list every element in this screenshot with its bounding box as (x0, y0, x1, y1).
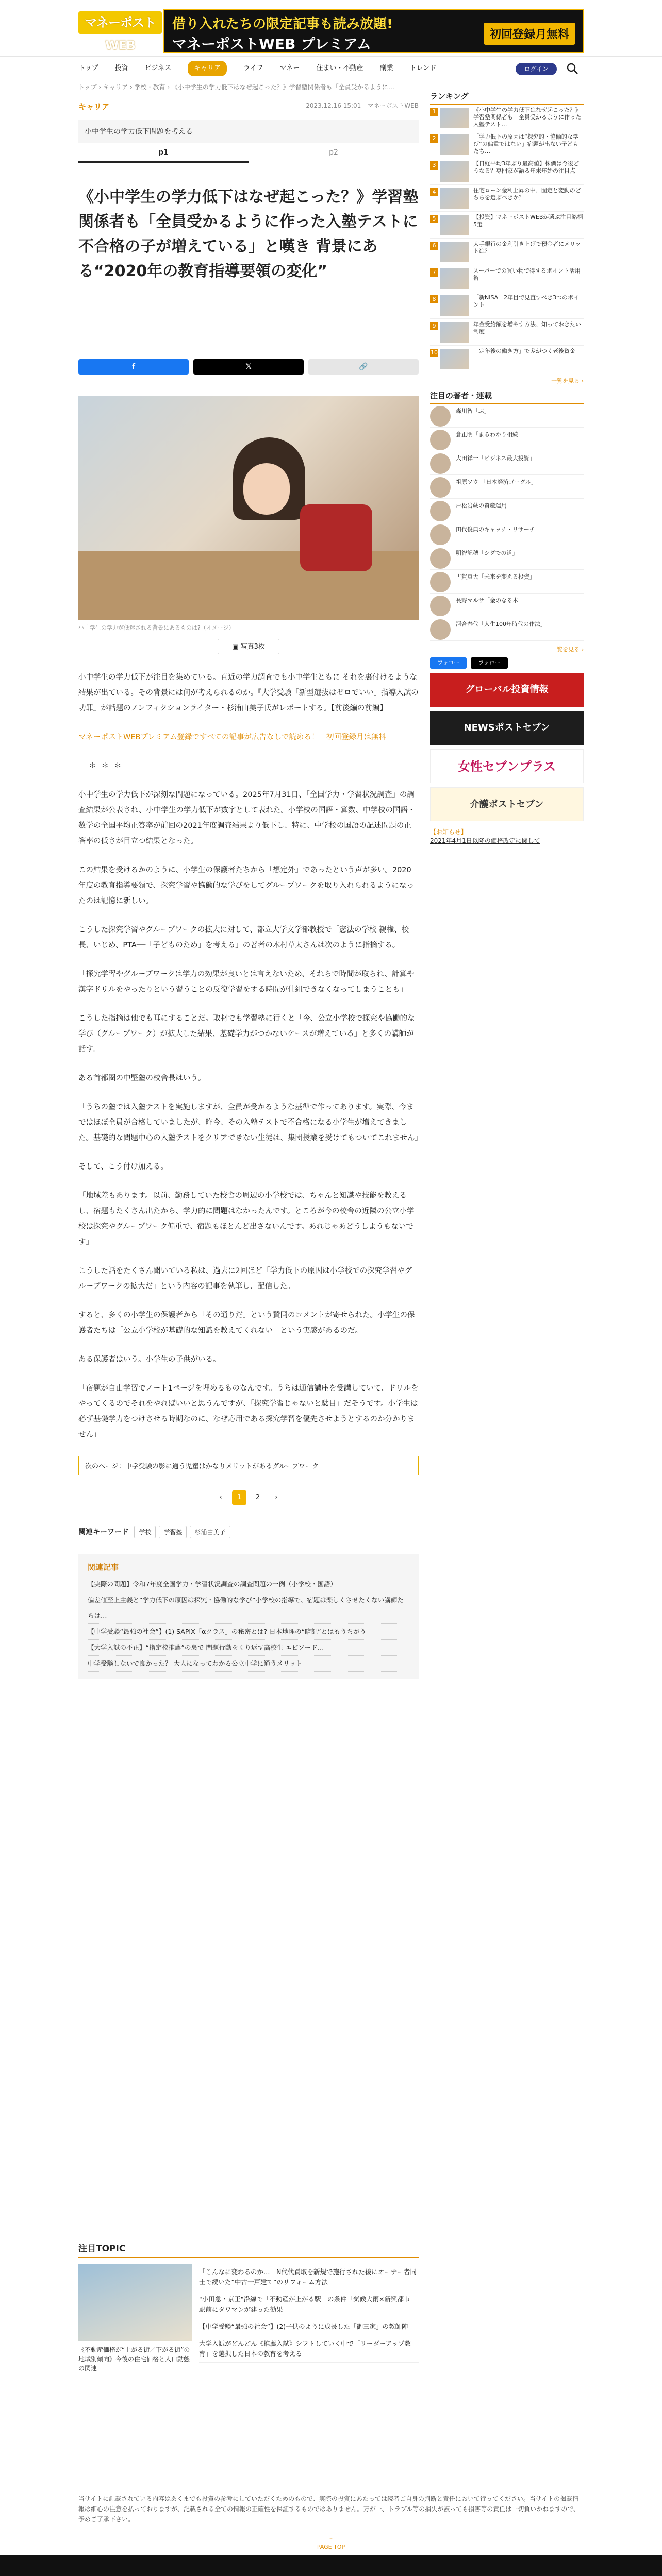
author-name: 明智記穂「シダでの道」 (456, 550, 518, 556)
article-category[interactable]: キャリア (78, 102, 110, 111)
ranking-title: スーパーでの買い物で得するポイント活用術 (473, 267, 581, 281)
ranking-title: 住宅ローン金利上昇の中、固定と変動のどちらを選ぶべきか？ (473, 187, 581, 201)
related-item[interactable]: 【実際の問題】令和7年度全国学力・学習状況調査の調査問題の一例（小学校・国語） (88, 1577, 409, 1592)
topic-item[interactable]: 大学入試がどんどん《推薦入試》シフトしていく中で「リーダーアップ教育」を選択した日本の教育を考える (199, 2335, 419, 2363)
authors-list (430, 404, 584, 641)
global-nav (78, 61, 584, 76)
rank-number: 1 (430, 108, 438, 116)
ranking-title: 【日経平均3年ぶり最高値】株価は今後どうなる？専門家が語る年末年始の注目点 (473, 160, 579, 174)
ranking-thumb (440, 188, 469, 209)
share-buttons (78, 359, 419, 375)
keyword-tag[interactable]: 杉浦由美子 (190, 1526, 230, 1538)
author-name: 河合春代「人生100年時代の作法」 (456, 621, 546, 628)
x-follow-button[interactable]: フォロー (471, 657, 507, 669)
x-share-button[interactable] (193, 359, 304, 375)
ranking-label: ランキング (430, 91, 584, 105)
link-icon: 🔗 (359, 363, 368, 371)
topic-caption[interactable]: 《不動産価格が“上がる街／下がる街”の地域別傾向》今後の住宅価格と人口動態の関連 (78, 2346, 190, 2372)
nav-item-active[interactable]: キャリア (188, 61, 227, 76)
ranking-item[interactable] (430, 319, 584, 346)
author-name: 古賀真大「未来を変える投資」 (456, 573, 535, 580)
site-header (0, 0, 662, 57)
search-icon[interactable] (566, 62, 578, 75)
author-item[interactable] (430, 594, 584, 617)
author-avatar (430, 596, 451, 616)
author-avatar (430, 453, 451, 474)
article-meta (306, 101, 419, 110)
breadcrumb[interactable]: トップ › キャリア › 学校・教育 › 《小中学生の学力低下はなぜ起こった？》学習塾関係者も「全員受かるように… (78, 83, 394, 91)
news-box (430, 827, 584, 845)
nav-item[interactable]: 投資 (114, 64, 128, 72)
related-item[interactable]: 偏差値至上主義と“学力低下の原因は探究・協働的な学び”小学校の指導で、宿題は楽しくさせたくない講師たちは… (88, 1592, 409, 1624)
x-icon: 𝕏 (245, 363, 252, 371)
ranking-item[interactable] (430, 265, 584, 292)
article (78, 101, 422, 1679)
ranking-item[interactable] (430, 158, 584, 185)
body-paragraph: ある保護者はいう。小学生の子供がいる。 (78, 1355, 221, 1364)
ranking-thumb (440, 322, 469, 343)
author-name: 大田祥一「ビジネス最大投資」 (456, 455, 535, 462)
ranking-item[interactable] (430, 239, 584, 265)
related-item[interactable]: 中学受験しないで良かった？ 大人になってわかる公立中学に通うメリット (88, 1656, 409, 1672)
author-avatar (430, 548, 451, 569)
photo-count: 写真3枚 (240, 643, 265, 651)
article-subtitle: 小中学生の学力低下問題を考える (78, 120, 419, 143)
author-avatar (430, 619, 451, 640)
ranking-more-link[interactable]: 一覧を見る › (551, 378, 584, 384)
site-logo[interactable]: マネーポストWEB (78, 11, 162, 34)
ranking-title: 《小中学生の学力低下はなぜ起こった？》学習塾関係者も「全員受かるように作った入塾テスト… (473, 107, 581, 128)
ranking-item[interactable] (430, 292, 584, 319)
keyword-tag[interactable]: 学習塾 (159, 1526, 187, 1538)
nav-item[interactable]: ライフ (243, 64, 263, 72)
photo-randoseru (300, 504, 372, 571)
related-keywords (78, 1526, 419, 1544)
topic-label: 注目TOPIC (78, 2241, 419, 2258)
keyword-tag[interactable]: 学校 (134, 1526, 156, 1538)
ranking-item[interactable] (430, 212, 584, 239)
authors-more-link[interactable]: 一覧を見る › (551, 646, 584, 653)
rank-number: 10 (431, 349, 438, 356)
author-item[interactable] (430, 499, 584, 522)
author-item[interactable] (430, 546, 584, 570)
topic-item[interactable]: "小田急・京王"沿線で「不動産が上がる駅」の条件「気候大雨×新興都市」 駅前にタワマンが建った効果 (199, 2291, 419, 2318)
ad-banner[interactable]: 女性セブンプラス (430, 749, 584, 783)
author-avatar (430, 430, 451, 450)
page-top-link[interactable] (0, 2537, 662, 2550)
author-item[interactable] (430, 428, 584, 451)
ranking-thumb (440, 108, 469, 128)
body-paragraph: こうした話をたくさん聞いている私は、過去に2回ほど「学力低下の原因は小学校での探究学習やグループワークの拡大だ」という内容の記事を執筆し、配信した。 (78, 1267, 412, 1291)
ranking-title: 大手銀行の金利引き上げで預金者にメリットは？ (473, 241, 581, 255)
page-tabs (78, 144, 419, 161)
news-link[interactable]: 2021年4月1日以降の価格改定に関して (430, 837, 540, 844)
author-name: 森川智「ぶ」 (456, 408, 490, 414)
topic-item[interactable]: 「こんなに変わるのか…」N代代買取を新規で施行された後にオーナー者同士で続いた“中古一戸建て”のリフォーム方法 (199, 2264, 419, 2291)
next-page[interactable]: › (275, 1494, 278, 1501)
ad-banner[interactable]: グローバル投資情報 (430, 673, 584, 707)
ranking-thumb (440, 161, 469, 182)
ranking-item[interactable] (430, 105, 584, 131)
rank-number: 7 (430, 268, 438, 277)
body-paragraph: 「探究学習やグループワークは学力の効果が良いとは言えないため、それらで時間が取られ、計算や漢字ドリルをやったりという習うことの反復学習をする時間が仕組できなくなってしまうことも」 (78, 970, 415, 994)
follow-buttons (430, 657, 584, 669)
article-date: 2023.12.16 15:01 (306, 102, 361, 109)
chevron-up-icon: ^ (328, 2537, 334, 2544)
related-item[interactable]: 【大学入試の不正】“指定校推薦”の裏で 問題行動をくり返す高校生 エピソード… (88, 1640, 409, 1656)
author-avatar (430, 501, 451, 521)
disclaimer: 当サイトに記載されている内容はあくまでも投資の参考にしていただくためのもので、実際の投資にあたっては読者ご自身の判断と責任において行ってください。当サイトの掲載情報は細心の注意を払っておりますが、記載される全ての情報の正確性を保証するものではありません。万が一、トラブル等の損失が被っても損害等の責任は一切負いかねますので、予めご了承下さい。 (78, 2495, 580, 2523)
premium-banner[interactable] (163, 9, 584, 53)
ranking-thumb (440, 295, 469, 316)
page-top-label: PAGE TOP (317, 2544, 345, 2550)
topic-item[interactable]: 【中学受験“最強の社会”】(2)子供のように成長した「御三家」の教師陣 (199, 2318, 419, 2335)
photo-gallery-button[interactable] (218, 639, 279, 654)
author-avatar (430, 572, 451, 592)
ranking-thumb (440, 134, 469, 155)
body-paragraph: すると、多くの小学生の保護者から「その通りだ」という賛同のコメントが寄せられた。小学生の保護者たちは「公立小学校が基礎的な知識を教えてくれない」という実感があるのだ。 (78, 1311, 415, 1335)
author-item[interactable] (430, 570, 584, 594)
photo-caption: 小中学生の学力が低迷される背景にあるものは?（イメージ） (78, 624, 235, 631)
keywords-label: 関連キーワード (78, 1528, 129, 1536)
page-2[interactable]: 2 (255, 1494, 260, 1501)
banner-line1: 借り入れたちの限定記事も読み放題! (172, 16, 393, 32)
lead-paragraph: 小中学生の学力低下が注目を集めている。直近の学力調査でも小中学生ともに それを裏付けるような結果が出ている。その背景には何が考えられるのか。『大学受験「新型選抜はゼロでいい」指導入試の功罪』が話題のノンフィクションライター・杉浦由美子氏がレポートする。【前後編の前編】 (78, 673, 419, 713)
author-item[interactable] (430, 404, 584, 428)
body-paragraph: そして、こう付け加える。 (78, 1163, 168, 1171)
rank-number: 5 (430, 215, 438, 223)
rank-number: 9 (430, 322, 438, 330)
author-item[interactable] (430, 522, 584, 546)
facebook-follow-button[interactable]: フォロー (430, 657, 467, 669)
pagination (78, 1490, 419, 1505)
prev-page[interactable]: ‹ (219, 1494, 222, 1501)
rank-number: 8 (430, 295, 438, 303)
body-paragraph: こうした探究学習やグループワークの拡大に対して、都立大学文学部教授で「憲法の学校 親権、校長、いじめ、PTA──「子どものため」を考える」の著者の木村草太さんは次のように指摘する。 (78, 926, 409, 950)
ranking-title: 【投資】マネーポストWEBが選ぶ注目銘柄5選 (473, 214, 583, 228)
nav-item[interactable]: トレンド (409, 64, 437, 72)
facebook-icon: f (131, 363, 136, 371)
ranking-list (430, 105, 584, 372)
ad-banner[interactable]: NEWSポストセブン (430, 711, 584, 745)
sidebar (430, 91, 584, 845)
author-name: 祖原ソウ 「日本経済ゴーグル」 (456, 479, 537, 485)
ranking-title: 「新NISA」2年目で見直すべき3つのポイント (473, 294, 579, 308)
rank-number: 2 (430, 134, 438, 143)
facebook-share-button[interactable] (78, 359, 189, 375)
author-name: 倉正明「まるわかり相続」 (456, 431, 524, 438)
author-avatar (430, 477, 451, 498)
premium-link[interactable]: マネーポストWEBプレミアム登録ですべての記事が広告なしで読める！ 初回登録月は無料 (78, 733, 387, 741)
page-1[interactable]: 1 (232, 1490, 246, 1505)
article-body (78, 670, 422, 1443)
body-paragraph: ある首都圏の中堅塾の校舎長はいう。 (78, 1074, 206, 1082)
nav-item[interactable]: トップ (78, 64, 98, 72)
nav-item[interactable]: 副業 (379, 64, 393, 72)
article-photo[interactable] (78, 396, 419, 620)
ranking-title: 「定年後の働き方」で差がつく老後資金 (473, 348, 575, 354)
related-articles (78, 1554, 419, 1679)
ranking-item[interactable] (430, 131, 584, 158)
login-button[interactable]: ログイン (516, 63, 557, 75)
body-paragraph: こうした指摘は他でも耳にすることだ。取材でも学習塾に行くと「今、公立小学校で探究や協働的な学び（グループワーク）が拡大した結果、基礎学力がつかないケースが増えている」と多くの講師が話す。 (78, 1014, 415, 1054)
banner-cta[interactable]: 初回登録月無料 (484, 23, 575, 45)
article-source: マネーポストWEB (367, 102, 419, 109)
related-item[interactable]: 【中学受験“最強の社会”】(1) SAPIX「αクラス」の秘密とは? 日本地理の“暗記”とはもうちがう (88, 1624, 409, 1640)
body-paragraph: 「宿題が自由学習でノート1ページを埋めるものなんです。うちは通信講座を受講していて、ドリルをやってくるのでそれをやればいいと思うんですが、「探究学習じゃないと駄目」だそうです。小学生は必ず基礎学力をつけさせる時期なのに、なぜ応用である探究学習を優先させようとするのか分かりません」 (78, 1384, 419, 1439)
ranking-thumb (440, 215, 469, 235)
ad-banner[interactable]: 介護ポストセブン (430, 787, 584, 821)
author-item[interactable] (430, 617, 584, 641)
authors-label: 注目の著者・連載 (430, 390, 584, 404)
photo-girl-face (243, 463, 290, 515)
tab-p1[interactable]: p1 (78, 144, 249, 163)
banner-line2: マネーポストWEB プレミアム (172, 36, 372, 53)
author-name: 田代俊典のキャッチ・リサーチ (456, 526, 535, 533)
camera-icon: ▣ (232, 643, 241, 651)
ranking-title: 年金受給額を増やす方法、知っておきたい制度 (473, 321, 581, 335)
article-title: 《小中学生の学力低下はなぜ起こった？》学習塾関係者も「全員受かるように作った入塾テストに不合格の子が増えている」と嘆き 背景にある“2020年の教育指導要領の変化” (78, 188, 419, 280)
rank-number: 3 (430, 161, 438, 170)
topic-section (78, 2241, 419, 2372)
body-paragraph: 「うちの塾では入塾テストを実施しますが、全員が受かるような基準で作ってあります。実際、今まではほぼ全員が合格していましたが、昨今、その入塾テストで不合格になる小学生が増えてきました。基礎的な問題中心の入塾テストをクリアできない生徒は、集団授業を受けてもついてこれません」 (78, 1103, 422, 1142)
ranking-item[interactable] (430, 185, 584, 212)
author-avatar (430, 524, 451, 545)
nav-item[interactable]: ビジネス (144, 64, 172, 72)
tab-p2[interactable]: p2 (329, 148, 338, 157)
author-item[interactable] (430, 451, 584, 475)
ranking-item[interactable] (430, 346, 584, 372)
author-name: 戸松岩蔵の資産運用 (456, 502, 507, 509)
related-label: 関連記事 (88, 1563, 119, 1572)
next-page-link[interactable]: 次のページ：中学受験の影に通う児童はかなりメリットがあるグループワーク (78, 1456, 419, 1475)
ranking-thumb (440, 268, 469, 289)
author-item[interactable] (430, 475, 584, 499)
body-paragraph: この結果を受けるかのように、小学生の保護者たちから「想定外」であったという声が多い。2020年度の教育指導要領で、探究学習や協働的な学びをしてグループワークを取り入れられるようになったのは記憶に新しい。 (78, 866, 415, 905)
rank-number: 6 (430, 242, 438, 250)
ranking-thumb (440, 242, 469, 262)
news-label: 【お知らせ】 (430, 828, 467, 836)
author-name: 長野マルサ「金のなる木」 (456, 597, 524, 604)
body-paragraph: 小中学生の学力低下が深刻な問題になっている。2025年7月31日、「全国学力・学習状況調査」の調査結果が公表され、小中学生の学力低下が数字として表れた。小学校の国語・算数、中学校の国語・数学の全国平均正答率が前回の2021年度調査結果より低下し、特に、中学校の国語の記述問題の正答率の低さが目立つ結果となった。 (78, 791, 416, 845)
topic-image[interactable] (78, 2264, 192, 2341)
ranking-title: 「学力低下の原因は“探究的・協働的な学び”の偏重ではない」宿題が出ない子どもたち… (473, 133, 578, 155)
rank-number: 4 (430, 188, 438, 196)
nav-item[interactable]: 住まい・不動産 (316, 64, 363, 72)
body-paragraph: 「地域差もあります。以前、勤務していた校舎の周辺の小学校では、ちゃんと知識や技能を教えるし、宿題もたくさん出たから、学力的に問題はなかったんです。ところが今の校舎の近隣の公立小学校は探究やグループワーク偏重で、宿題もほとんど出さないんです。あれじゃあどうしようもないです」 (78, 1192, 415, 1246)
copy-link-button[interactable] (308, 359, 419, 375)
section-divider: ＊＊＊ (89, 762, 127, 770)
nav-item[interactable]: マネー (279, 64, 300, 72)
author-avatar (430, 406, 451, 427)
footer (0, 2555, 662, 2576)
ranking-thumb (440, 349, 469, 369)
